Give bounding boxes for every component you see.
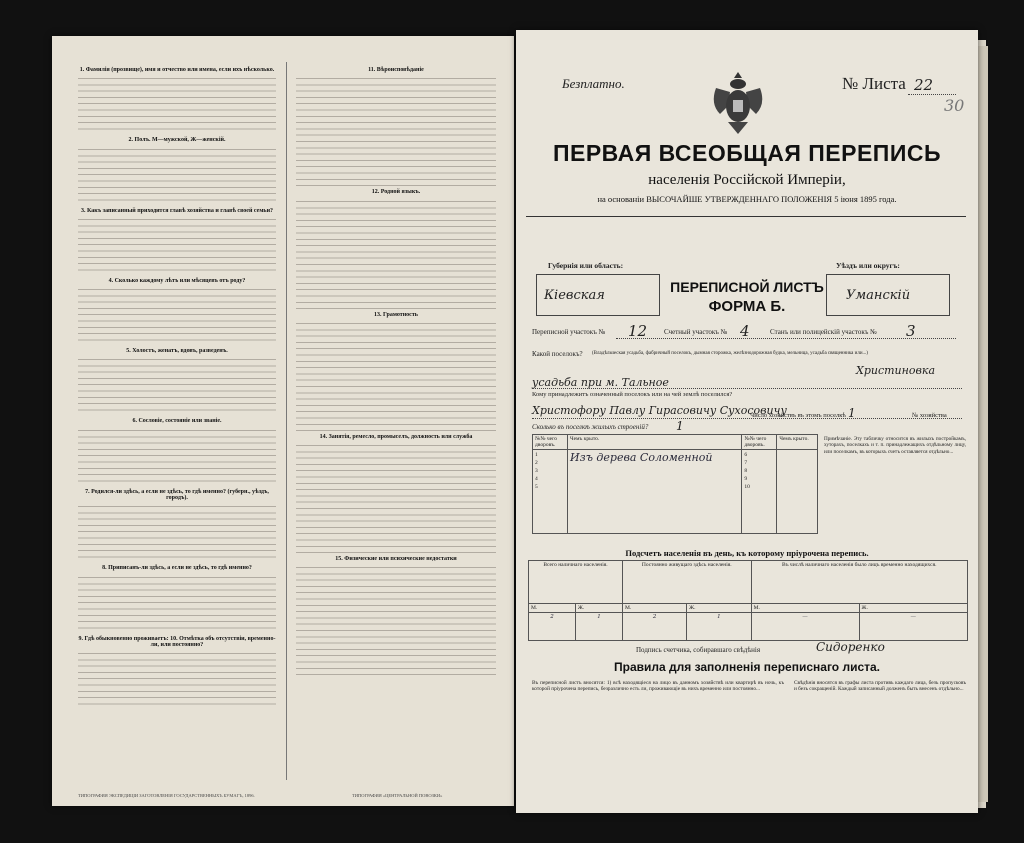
settlement-value-2: Христиновка bbox=[856, 364, 936, 377]
free-label: Безплатно. bbox=[562, 76, 625, 91]
schetny-uchastok-label: Счетный участокъ № bbox=[664, 328, 728, 336]
instruction-heading: 14. Занятія, ремесло, промыселъ, должность или служба bbox=[319, 433, 473, 440]
count-sub-f: Ж. bbox=[859, 604, 967, 613]
settlement-label: Какой поселокъ? bbox=[532, 350, 583, 358]
row-number: 9 bbox=[744, 476, 748, 482]
count-title: Подсчетъ населенія въ день, къ которому пріурочена перепись. bbox=[625, 548, 869, 558]
count-value: — bbox=[751, 613, 859, 641]
row-number: 8 bbox=[744, 468, 748, 474]
census-basis: на основаніи ВЫСОЧАЙШЕ УТВЕРЖДЕННАГО ПОЛОЖЕНІЯ 5 іюня 1895 года. bbox=[597, 194, 897, 204]
row-number: 2 bbox=[535, 460, 538, 466]
buildings-row-numbers bbox=[533, 450, 568, 534]
count-value: 2 bbox=[529, 613, 576, 641]
count-value: — bbox=[859, 613, 967, 641]
buildings-row-numbers-2 bbox=[742, 450, 777, 534]
rules-title: Правила для заполненія переписнаго листа. bbox=[613, 660, 881, 674]
instructions-column-2 bbox=[296, 64, 496, 675]
instruction-body bbox=[78, 76, 276, 134]
instruction-heading: 15. Физические или психические недостатки bbox=[335, 556, 457, 563]
count-value: 1 bbox=[575, 613, 622, 641]
households-label: Число хозяйствъ въ этомъ поселкѣ bbox=[750, 412, 846, 419]
printer-footer-right: ТИПОГРАФИЯ «ЦЕНТРАЛЬНОЙ ПОВОЗКИ» bbox=[352, 793, 443, 798]
count-sub-m: М. bbox=[529, 604, 576, 613]
owner-value: Христофору Павлу Гирасовичу Сухосовичу bbox=[532, 404, 787, 417]
census-subtitle: населенія Россійской Имперіи, bbox=[648, 172, 846, 188]
rules-text-left: Въ переписной листъ вносятся: 1) всѣ находящіеся на лицо въ данномъ хозяйствѣ или квартирѣ въ ночь, къ которой пріурочена перепись, безразлично есть ли, проживающіе въ нихъ временно или постоянно... bbox=[532, 680, 784, 693]
instructions-column-1 bbox=[78, 64, 276, 709]
schetny-uchastok-value: 4 bbox=[740, 322, 750, 340]
count-sub-m: М. bbox=[623, 604, 687, 613]
note-box: Примѣчаніе. Эту табличку относится въ жилыхъ постройкамъ, хуторахъ, поселкахъ и т. п. принадлежащихъ отдѣльному лицу, или поселкамъ, въ которыхъ счетъ оставляется отдѣльно... bbox=[824, 436, 966, 455]
row-number: 7 bbox=[744, 460, 748, 466]
settlement-hint: (Владѣльческая усадьба, фабричный поселокъ, дымная сторожка, желѣзнодорожная будка, мельница, усадьба священника или...) bbox=[592, 351, 868, 356]
printer-footer-left: ТИПОГРАФИЯ ЭКСПЕДИЦІИ ЗАГОТОВЛЕНІЯ ГОСУДАРСТВЕННЫХЪ БУМАГЪ, 1896. bbox=[78, 793, 255, 798]
count-sub-f: Ж. bbox=[687, 604, 751, 613]
dwellings-value: 1 bbox=[676, 419, 684, 433]
instruction-heading: 8. Приписанъ-ли здѣсь, а если не здѣсь, то гдѣ именно? bbox=[102, 565, 252, 572]
instruction-body bbox=[78, 575, 276, 633]
sheet-number-label: № Листа bbox=[842, 74, 906, 93]
instruction-heading: 6. Сословіе, состояніе или званіе. bbox=[132, 418, 222, 425]
count-sub-f: Ж. bbox=[575, 604, 622, 613]
count-col-total: Всего наличнаго населенія. bbox=[529, 561, 623, 604]
settlement-line bbox=[532, 388, 962, 389]
imperial-eagle-icon bbox=[710, 70, 766, 136]
dwellings-label: Сколько въ поселкѣ жилыхъ строеній? bbox=[532, 423, 649, 431]
uezd-label: Уѣздъ или округъ: bbox=[836, 261, 900, 270]
instruction-body bbox=[78, 147, 276, 205]
instruction-heading: 1. Фамилія (прозвище), имя и отчество или имена, если ихъ нѣсколько. bbox=[79, 67, 275, 73]
stan-value: 3 bbox=[906, 322, 916, 340]
buildings-header-3: №№ чего дворовъ. bbox=[742, 435, 777, 450]
instruction-body bbox=[78, 651, 276, 709]
perepisnoy-uchastok-label: Переписной участокъ № bbox=[532, 328, 606, 336]
count-sub-m: М. bbox=[751, 604, 859, 613]
buildings-header-2: Чемъ крыто. bbox=[568, 435, 742, 450]
collector-label: Подпись счетчика, собиравшаго свѣдѣнія bbox=[636, 646, 761, 654]
instruction-heading: 5. Холостъ, женатъ, вдовъ, разведенъ. bbox=[126, 348, 228, 355]
buildings-header-4: Чемъ крыто. bbox=[777, 435, 818, 450]
instruction-body bbox=[78, 287, 276, 345]
instruction-body bbox=[78, 504, 276, 562]
count-col-temporary: Въ числѣ наличнаго населенія было лицъ временно находящихся. bbox=[751, 561, 967, 604]
sheet-number-line bbox=[908, 94, 956, 95]
perepisnoy-uchastok-value: 12 bbox=[628, 322, 648, 340]
instruction-heading: 2. Полъ. М—мужской, Ж—женскій. bbox=[128, 137, 226, 144]
count-col-permanent: Постоянно живущаго здѣсь населенія. bbox=[623, 561, 752, 604]
form-title: ПЕРЕПИСНОЙ ЛИСТЪ bbox=[670, 279, 824, 295]
stan-label: Станъ или полицейскій участокъ № bbox=[770, 328, 877, 336]
instruction-heading: 3. Какъ записанный приходится главѣ хозяйства и главѣ своей семьи? bbox=[80, 207, 274, 214]
form-name: ФОРМА Б. bbox=[708, 298, 786, 315]
owner-label: Кому принадлежитъ означенный поселокъ или на чей землѣ поселился? bbox=[532, 391, 733, 398]
census-title: ПЕРВАЯ ВСЕОБЩАЯ ПЕРЕПИСЬ bbox=[552, 140, 942, 166]
gubernia-label: Губернія или область: bbox=[548, 261, 624, 270]
count-value: 1 bbox=[687, 613, 751, 641]
instruction-body bbox=[78, 357, 276, 415]
instruction-body bbox=[296, 199, 496, 309]
population-count-table bbox=[528, 560, 968, 641]
uezd-value: Уманскій bbox=[846, 288, 911, 303]
count-value: 2 bbox=[623, 613, 687, 641]
corner-note: 30 bbox=[944, 96, 965, 115]
left-page bbox=[52, 36, 514, 806]
instruction-body bbox=[296, 565, 496, 675]
settlement-value: усадьба при м. Тальное bbox=[532, 376, 669, 389]
instruction-body bbox=[296, 443, 496, 553]
column-divider bbox=[286, 62, 287, 780]
row-number: 10 bbox=[744, 484, 750, 490]
title-rule bbox=[526, 216, 966, 217]
instruction-body bbox=[296, 321, 496, 431]
instruction-body bbox=[78, 217, 276, 275]
sheet-number-value: 22 bbox=[914, 76, 934, 94]
buildings-entry bbox=[568, 450, 742, 534]
row-number: 4 bbox=[535, 476, 538, 482]
instruction-heading: 13. Грамотность bbox=[374, 311, 418, 318]
instruction-heading: 11. Вѣроисповѣданіе bbox=[368, 67, 424, 73]
row-number: 6 bbox=[744, 452, 748, 458]
uchastok-line bbox=[616, 338, 956, 339]
owner-line bbox=[532, 418, 962, 419]
buildings-table bbox=[532, 434, 818, 534]
instruction-heading: 4. Сколько каждому лѣтъ или мѣсяцевъ отъ роду? bbox=[108, 277, 246, 284]
collector-signature: Сидоренко bbox=[816, 640, 885, 654]
right-page bbox=[516, 30, 978, 813]
instruction-heading: 7. Родился-ли здѣсь, а если не здѣсь, то гдѣ именно? (губерн., уѣздъ, городъ). bbox=[85, 488, 269, 502]
rules-text-right: Свѣдѣнія вносятся въ графы листа противъ каждаго лица, безъ пропусковъ и безъ сокращеній. Каждый записанный долженъ быть внесенъ отдѣльно... bbox=[794, 680, 966, 693]
household-number-label: № хозяйства bbox=[912, 412, 947, 419]
buildings-header-1: №№ чего дворовъ. bbox=[533, 435, 568, 450]
row-number: 1 bbox=[535, 452, 538, 458]
buildings-entry-value: Изъ дерева Соломенной bbox=[570, 451, 713, 464]
row-number: 5 bbox=[535, 484, 538, 490]
instruction-heading: 12. Родной языкъ. bbox=[371, 189, 421, 196]
buildings-entry-2 bbox=[777, 450, 818, 534]
instruction-body bbox=[296, 76, 496, 186]
instruction-heading: 9. Гдѣ обыкновенно проживаетъ: 10. Отмѣтка объ отсутствіи, временно-ли, или постоянно? bbox=[78, 635, 276, 648]
row-number: 3 bbox=[535, 468, 538, 474]
gubernia-value: Кіевская bbox=[544, 288, 605, 303]
instruction-body bbox=[78, 428, 276, 486]
households-value: 1 bbox=[848, 406, 856, 420]
